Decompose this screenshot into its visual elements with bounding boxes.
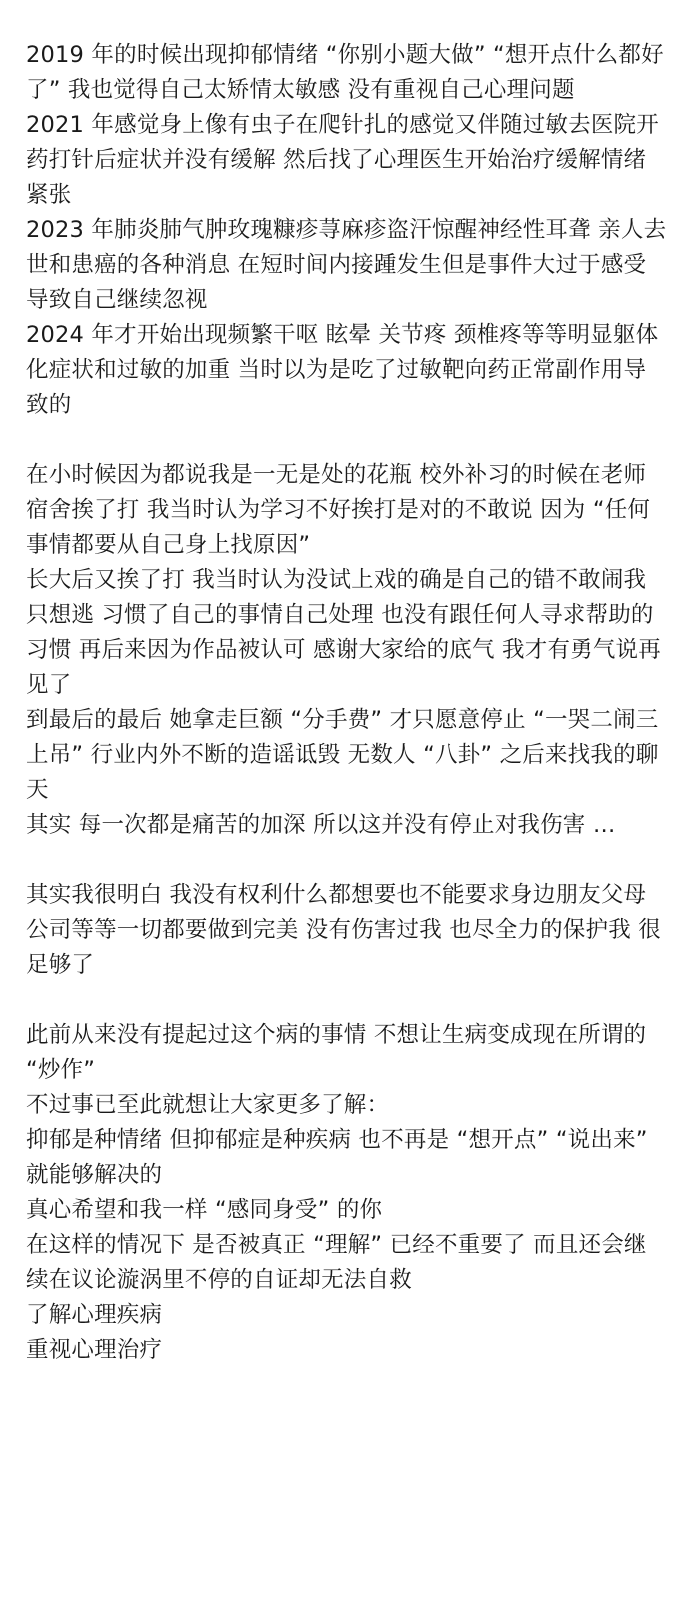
paragraph-spacer	[26, 843, 667, 878]
paragraph-spacer	[26, 423, 667, 458]
paragraph-understanding: 其实我很明白 我没有权利什么都想要也不能要求身边朋友父母公司等等一切都要做到完美 没有伤害过我 也尽全力的保护我 很足够了	[26, 882, 661, 978]
paragraph-childhood-experience: 在小时候因为都说我是一无是处的花瓶 校外补习的时候在老师宿舍挨了打 我当时认为学习不好挨打是对的不敢说 因为 “任何事情都要从自己身上找原因” 长大后又挨了打 我当时认为没试上戏的确是自己的错不敢闹我只想逃 习惯了自己的事情自己处理 也没有跟任何人寻求帮助的习惯 再后来因为作品被认可 感谢大家给的底气 我才有勇气说再见了 到最后的最后 她拿走巨额 “分手费” 才只愿意停止 “一哭二闹三上吊” 行业内外不断的造谣诋毁 无数人 “八卦” 之后来找我的聊天 其实 每一次都是痛苦的加深 所以这并没有停止对我伤害 …	[26, 462, 661, 838]
paragraph-spacer	[26, 983, 667, 1018]
paragraph-mental-health-message: 此前从来没有提起过这个病的事情 不想让生病变成现在所谓的 “炒作” 不过事已至此就想让大家更多了解： 抑郁是种情绪 但抑郁症是种疾病 也不再是 “想开点” “说出来” 就能够解决的 真心希望和我一样 “感同身受” 的你 在这样的情况下 是否被真正 “理解” 已经不重要了 而且还会继续在议论漩涡里不停的自证却无法自救 了解心理疾病 重视心理治疗	[26, 1022, 648, 1363]
paragraph-symptom-history: 2019 年的时候出现抑郁情绪 “你别小题大做” “想开点什么都好了” 我也觉得自己太矫情太敏感 没有重视自己心理问题 2021 年感觉身上像有虫子在爬针扎的感觉又伴随过敏去医院开药打针后症状并没有缓解 然后找了心理医生开始治疗缓解情绪紧张 2023 年肺炎肺气肿玫瑰糠疹荨麻疹盗汗惊醒神经性耳聋 亲人去世和患癌的各种消息 在短时间内接踵发生但是事件大过于感受 导致自己继续忽视 2024 年才开始出现频繁干呕 眩晕 关节疼 颈椎疼等等明显躯体化症状和过敏的加重 当时以为是吃了过敏靶向药正常副作用导致的	[26, 42, 667, 418]
